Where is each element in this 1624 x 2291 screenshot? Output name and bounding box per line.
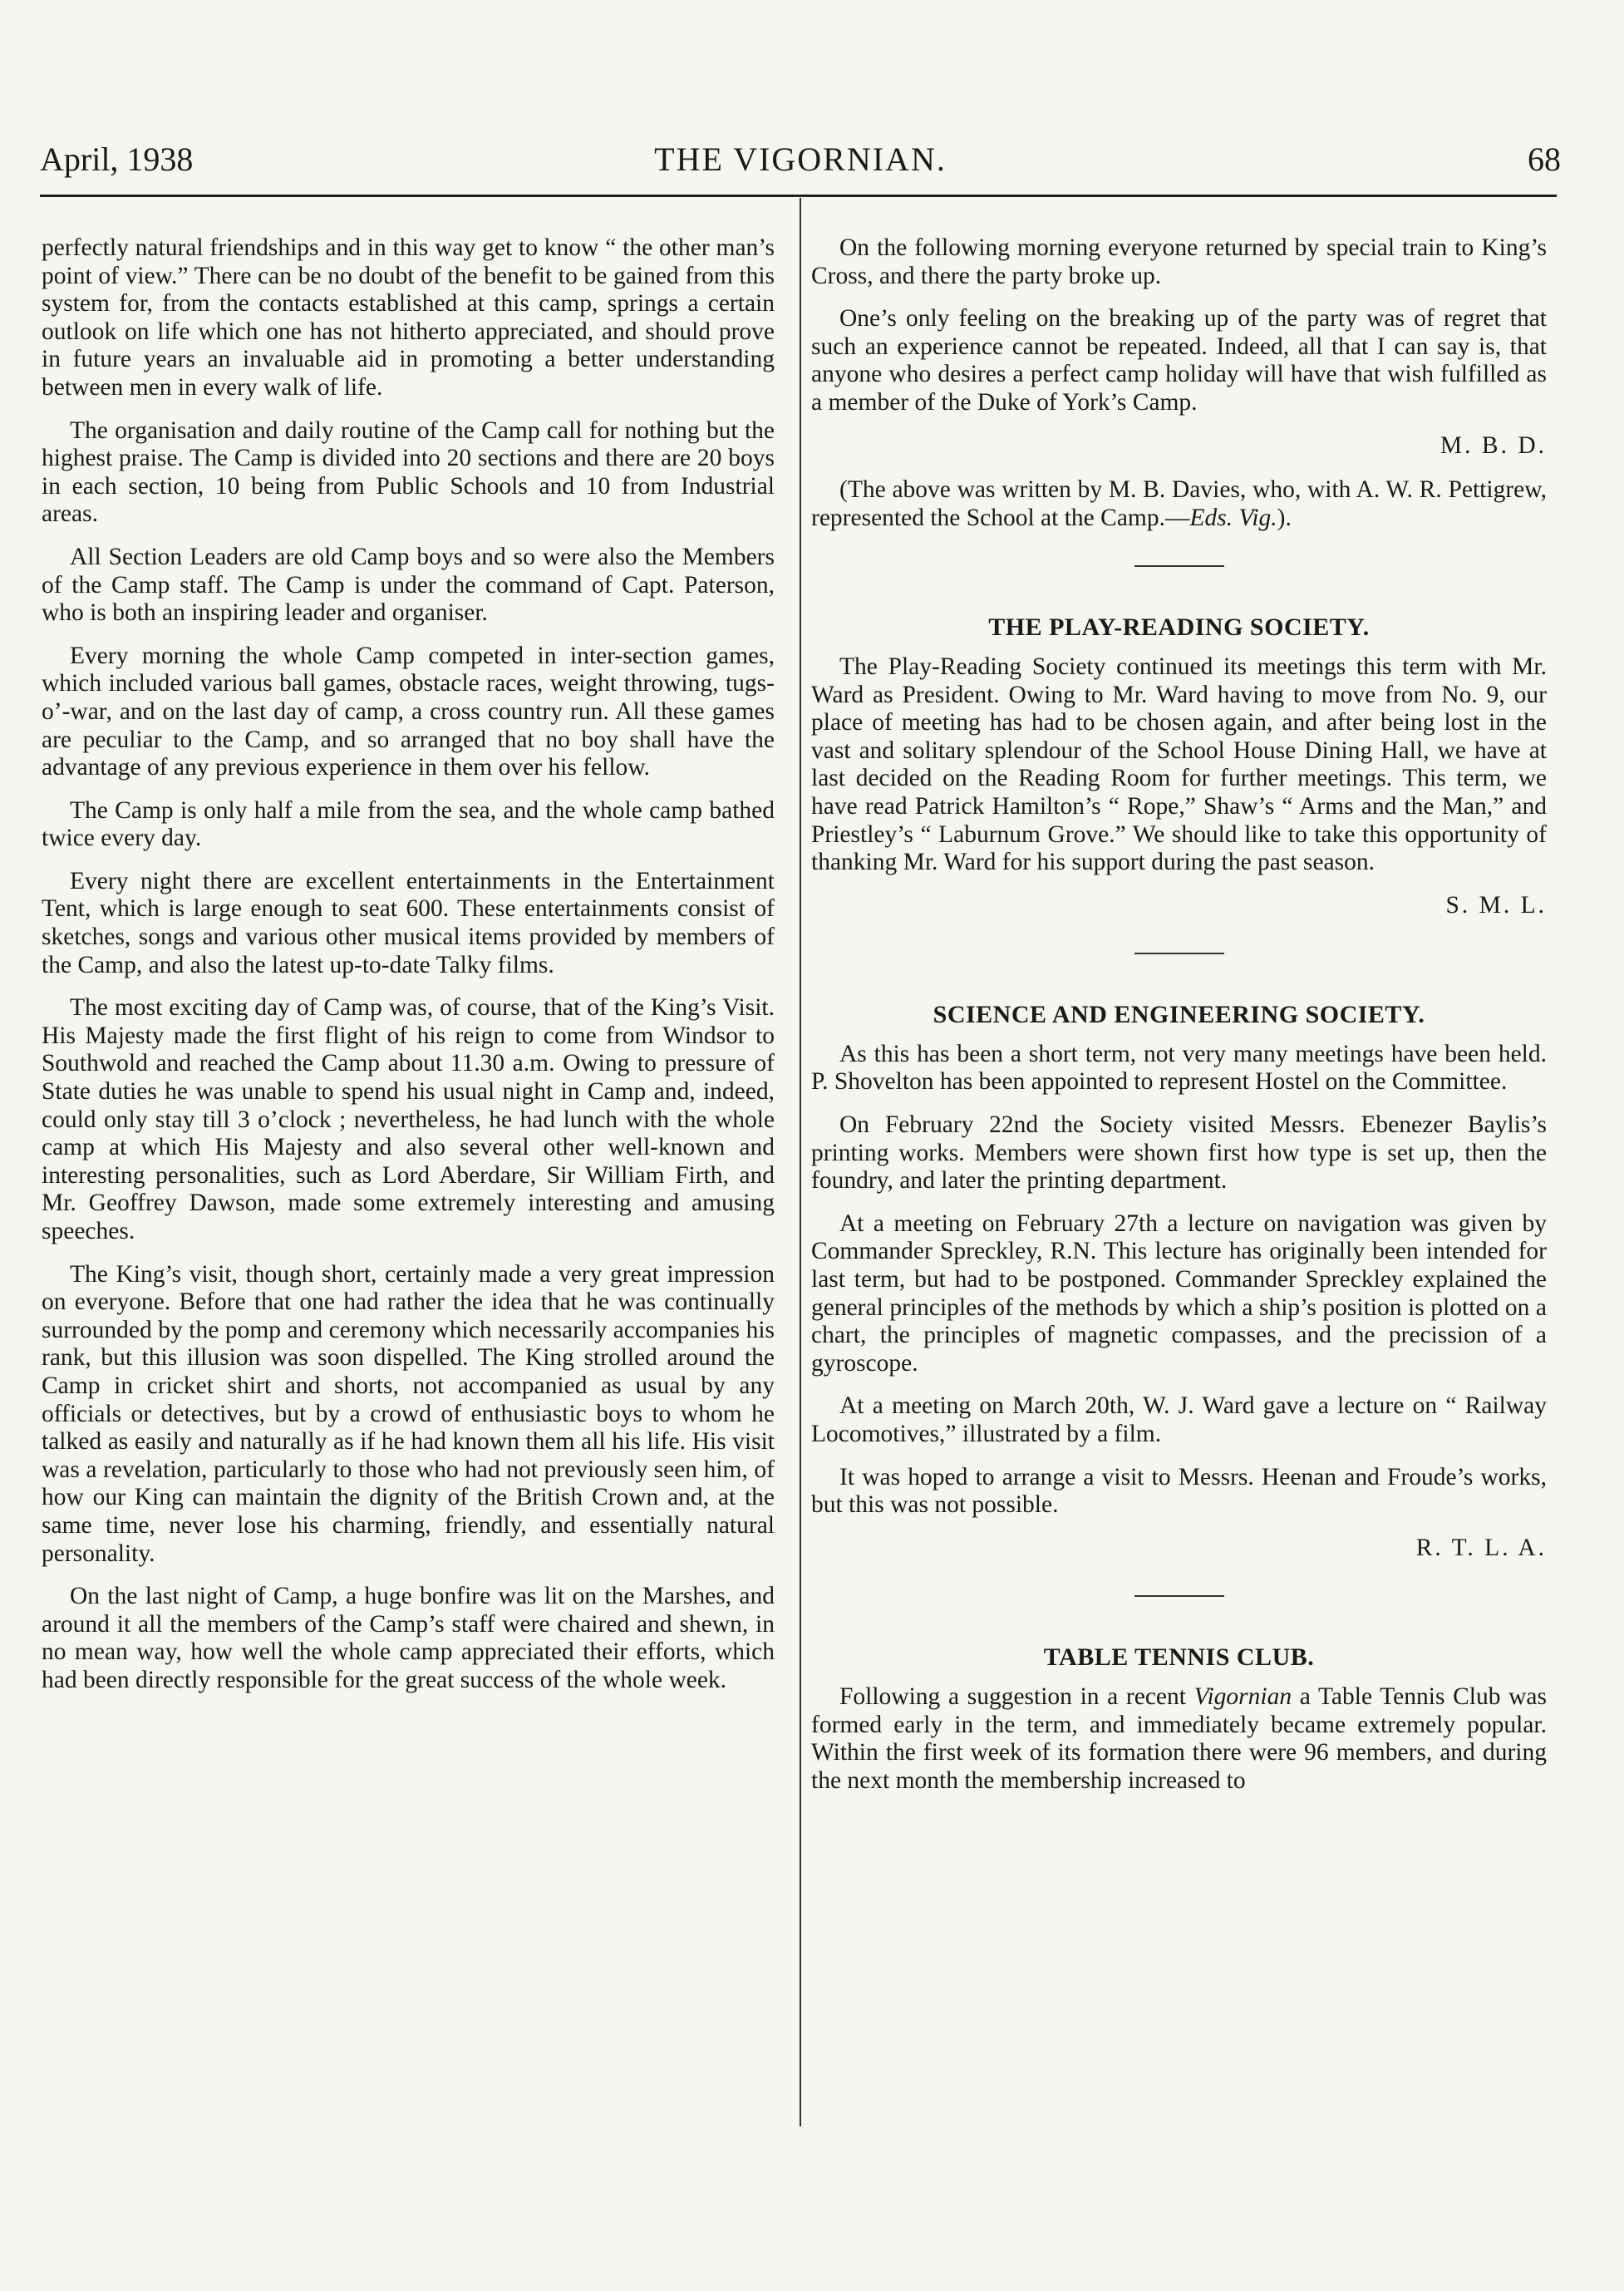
paragraph: It was hoped to arrange a visit to Messrs. Heenan and Froude’s works, but this was not possible. (811, 1463, 1547, 1519)
paragraph: Every night there are excellent entertainments in the Entertainment Tent, which is large enough to seat 600. These entertainments consist of sketches, songs and various other musical items provided by members of the Camp, and also the latest up-to-date Talky films. (42, 867, 775, 978)
text-span: a Table Tennis Club was formed early in the term, and immediately became extremely popular. Within the first week of its formation there were 96 members, and during the next month the membership increased to (811, 1683, 1547, 1794)
paragraph: perfectly natural friendships and in this way get to know “ the other man’s point of view.” There can be no doubt of the benefit to be gained from this system for, from the contacts established at this camp, springs a certain outlook on life which one has not hitherto appreciated, and should prove in future years an invaluable aid in promoting a better understanding between men in every walk of life. (42, 234, 775, 401)
header-rule (40, 195, 1557, 197)
italic-title: Vigornian (1193, 1683, 1292, 1710)
section-heading: TABLE TENNIS CLUB. (1043, 1643, 1315, 1672)
paragraph: On February 22nd the Society visited Messrs. Ebenezer Baylis’s printing works. Members were shown first how type is set up, then the foundry, and later the printing department. (811, 1111, 1547, 1195)
signature: M. B. D. (1439, 431, 1547, 459)
signature: R. T. L. A. (1415, 1534, 1547, 1561)
paragraph: One’s only feeling on the breaking up of the party was of regret that such an experience cannot be repeated. Indeed, all that I can say is, that anyone who desires a perfect camp holiday will have that wish fulfilled as a member of the Duke of York’s Camp. (811, 305, 1547, 416)
text-span: Following a suggestion in a recent (839, 1683, 1194, 1710)
paragraph: On the last night of Camp, a huge bonfire was lit on the Marshes, and around it all the members of the Camp’s staff were chaired and shewn, in no mean way, how well the whole camp appreciated their efforts, which had been directly responsible for the great success of the whole week. (42, 1583, 775, 1693)
paragraph: The organisation and daily routine of the Camp call for nothing but the highest praise. The Camp is divided into 20 sections and there are 20 boys in each section, 10 being from Public Schools and 10 from Industrial areas. (42, 416, 775, 528)
page-header (40, 140, 1561, 193)
note-text: (The above was written by M. B. Davies, who, with A. W. R. Pettigrew, represented the School at the Camp.— (811, 476, 1547, 531)
paragraph: The Camp is only half a mile from the sea, and the whole camp bathed twice every day. (42, 796, 775, 852)
section-rule (1134, 565, 1224, 567)
signature: S. M. L. (1445, 891, 1547, 919)
note-end: ). (1277, 504, 1292, 531)
section-rule (1134, 953, 1224, 954)
page-number: 68 (1528, 140, 1561, 178)
left-column (42, 234, 775, 1710)
paragraph: All Section Leaders are old Camp boys and so were also the Members of the Camp staff. The Camp is under the command of Capt. Paterson, who is both an inspiring leader and organiser. (42, 543, 775, 627)
section-rule (1134, 1595, 1224, 1597)
paragraph: At a meeting on March 20th, W. J. Ward gave a lecture on “ Railway Locomotives,” illustrated by a film. (811, 1392, 1547, 1447)
section-heading: THE PLAY-READING SOCIETY. (988, 613, 1370, 642)
paragraph: The Play-Reading Society continued its meetings this term with Mr. Ward as President. Owing to Mr. Ward having to move from No. 9, our place of meeting has had to be chosen again, and after being lost in the vast and solitary splendour of the School House Dining Hall, we have at last decided on the Reading Room for further meetings. This term, we have read Patrick Hamilton’s “ Rope,” Shaw’s “ Arms and the Man,” and Priestley’s “ Laburnum Grove.” We should like to take this opportunity of thanking Mr. Ward for his support during the past season. (811, 653, 1547, 876)
issue-date: April, 1938 (40, 140, 194, 178)
note-italic: Eds. Vig. (1189, 504, 1277, 531)
paragraph: Every morning the whole Camp competed in inter-section games, which included various ball games, obstacle races, weight throwing, tugs-o’-war, and on the last day of camp, a cross country run. All these games are peculiar to the Camp, and so arranged that no boy shall have the advantage of any previous experience in them over his fellow. (42, 642, 775, 781)
paragraph: The King’s visit, though short, certainly made a very great impression on everyone. Before that one had rather the idea that he was continually surrounded by the pomp and ceremony which necessarily accompanies his rank, but this illusion was soon dispelled. The King strolled around the Camp in cricket shirt and shorts, not accompanied as usual by any officials or detectives, but by a crowd of enthusiastic boys to whom he talked as easily and naturally as if he had known them all his life. His visit was a revelation, particularly to those who had not previously seen him, of how our King can maintain the dignity of the British Crown and, at the same time, never lose his charming, friendly, and essentially natural personality. (42, 1260, 775, 1567)
paragraph (811, 1683, 1547, 1795)
editor-note (811, 476, 1547, 532)
section-heading: SCIENCE AND ENGINEERING SOCIETY. (933, 1001, 1425, 1029)
paragraph: At a meeting on February 27th a lecture on navigation was given by Commander Spreckley, R.N. This lecture has originally been intended for last term, but had to be postponed. Commander Spreckley explained the general principles of the methods by which a ship’s position is plotted on a chart, the principles of magnetic compasses, and the precission of a gyroscope. (811, 1210, 1547, 1377)
paragraph: As this has been a short term, not very many meetings have been held. P. Shovelton has been appointed to represent Hostel on the Committee. (811, 1040, 1547, 1096)
publication-title: THE VIGORNIAN. (654, 140, 947, 178)
right-column (811, 234, 1547, 1810)
paragraph: On the following morning everyone returned by special train to King’s Cross, and there the party broke up. (811, 234, 1547, 289)
paragraph: The most exciting day of Camp was, of course, that of the King’s Visit. His Majesty made the first flight of his reign to come from Windsor to Southwold and reached the Camp about 11.30 a.m. Owing to pressure of State duties he was unable to spend his usual night in Camp and, indeed, could only stay till 3 o’clock ; nevertheless, he had lunch with the whole camp at which His Majesty and also several other well-known and interesting personalities, such as Lord Aberdare, Sir William Firth, and Mr. Geoffrey Dawson, made some extremely interesting and amusing speeches. (42, 994, 775, 1244)
column-divider (800, 198, 801, 2126)
